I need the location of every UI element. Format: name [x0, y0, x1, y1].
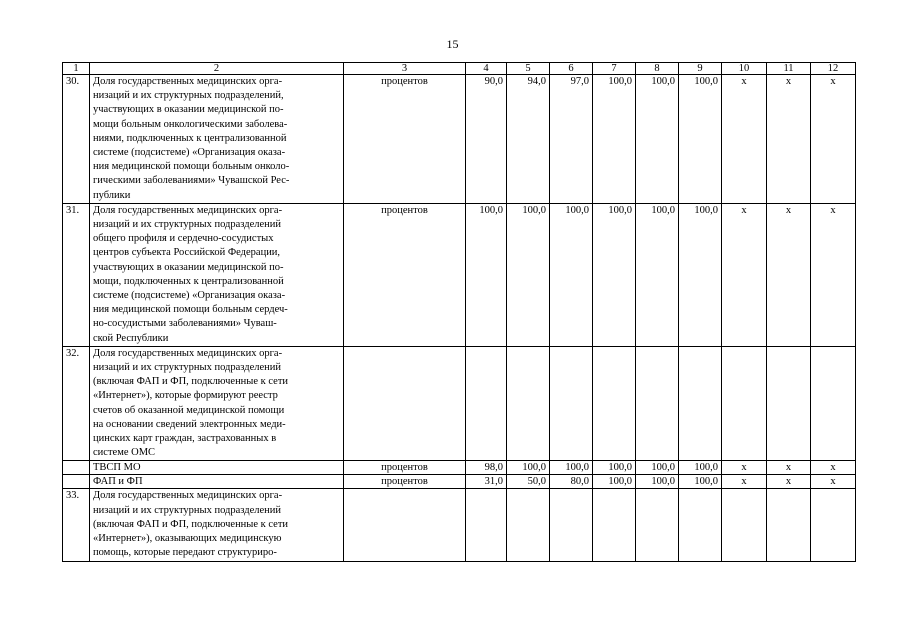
- description-line: Доля государственных медицинских орга-: [93, 490, 283, 502]
- indicator-description: [90, 475, 344, 489]
- value-cell-6: 80,0: [550, 475, 593, 489]
- indicator-description: [90, 489, 344, 561]
- x-cell-10: х: [722, 75, 767, 204]
- value-cell-8: 100,0: [636, 475, 679, 489]
- description-line: низаций и их структурных подразделений,: [93, 90, 284, 102]
- value-cell-4: 98,0: [466, 461, 507, 475]
- description-line: (включая ФАП и ФП, подключенные к сети: [93, 376, 289, 388]
- description-line: мощи больным онкологическими заболева-: [93, 118, 288, 130]
- x-cell-12: [811, 489, 856, 561]
- description-line: участвующих в оказании медицинской по-: [93, 104, 284, 116]
- x-cell-11: х: [767, 75, 811, 204]
- x-cell-12: [811, 346, 856, 461]
- description-line: низаций и их структурных подразделений: [93, 362, 282, 374]
- value-cell-5: 100,0: [507, 203, 550, 346]
- value-cell-8: 100,0: [636, 461, 679, 475]
- description-line: мощи, подключенных к централизованной: [93, 275, 284, 287]
- description-line: «Интернет»), которые формируют реестр: [93, 390, 278, 402]
- x-cell-10: [722, 489, 767, 561]
- description-line: гическими заболеваниями» Чувашской Рес-: [93, 175, 290, 187]
- value-cell-7: [593, 346, 636, 461]
- table-row: [63, 489, 856, 561]
- row-number: 31.: [63, 203, 90, 346]
- description-line: ниями, подключенных к централизованной: [93, 132, 287, 144]
- description-line: цинских карт граждан, застрахованных в: [93, 433, 277, 445]
- x-cell-12: х: [811, 75, 856, 204]
- x-cell-11: х: [767, 461, 811, 475]
- description-line: общего профиля и сердечно-сосудистых: [93, 233, 274, 245]
- column-header-7: 7: [593, 63, 636, 75]
- column-header-12: 12: [811, 63, 856, 75]
- indicators-table: [62, 62, 856, 562]
- description-line: низаций и их структурных подразделений: [93, 219, 282, 231]
- indicator-description: [90, 346, 344, 461]
- column-header-2: 2: [90, 63, 344, 75]
- value-cell-9: 100,0: [679, 461, 722, 475]
- column-header-10: 10: [722, 63, 767, 75]
- unit-cell: [344, 489, 466, 561]
- value-cell-5: [507, 346, 550, 461]
- table-row: [63, 475, 856, 489]
- row-number: 30.: [63, 75, 90, 204]
- row-number: 32.: [63, 346, 90, 461]
- header-row: [63, 63, 856, 75]
- x-cell-11: [767, 346, 811, 461]
- value-cell-8: [636, 346, 679, 461]
- value-cell-5: 94,0: [507, 75, 550, 204]
- value-cell-6: 97,0: [550, 75, 593, 204]
- x-cell-12: х: [811, 203, 856, 346]
- row-number: 33.: [63, 489, 90, 561]
- value-cell-9: 100,0: [679, 203, 722, 346]
- x-cell-10: х: [722, 475, 767, 489]
- x-cell-12: х: [811, 475, 856, 489]
- table-body: [63, 75, 856, 562]
- description-line: Доля государственных медицинских орга-: [93, 204, 283, 216]
- value-cell-6: 100,0: [550, 203, 593, 346]
- column-header-11: 11: [767, 63, 811, 75]
- x-cell-11: [767, 489, 811, 561]
- value-cell-9: 100,0: [679, 75, 722, 204]
- x-cell-12: х: [811, 461, 856, 475]
- column-header-1: 1: [63, 63, 90, 75]
- description-line: системе ОМС: [93, 447, 156, 459]
- column-header-5: 5: [507, 63, 550, 75]
- description-line: (включая ФАП и ФП, подключенные к сети: [93, 518, 289, 530]
- description-line: помощь, которые передают структуриро-: [93, 547, 277, 559]
- x-cell-11: х: [767, 475, 811, 489]
- value-cell-7: 100,0: [593, 203, 636, 346]
- description-line: публики: [93, 189, 131, 201]
- column-header-6: 6: [550, 63, 593, 75]
- unit-cell: процентов: [344, 475, 466, 489]
- table-row: [63, 461, 856, 475]
- unit-cell: процентов: [344, 75, 466, 204]
- value-cell-6: 100,0: [550, 461, 593, 475]
- value-cell-6: [550, 346, 593, 461]
- description-line: но-сосудистыми заболеваниями» Чуваш-: [93, 318, 277, 330]
- value-cell-8: [636, 489, 679, 561]
- x-cell-10: х: [722, 461, 767, 475]
- value-cell-4: [466, 489, 507, 561]
- value-cell-7: [593, 489, 636, 561]
- indicator-description: [90, 461, 344, 475]
- value-cell-9: [679, 346, 722, 461]
- value-cell-4: 100,0: [466, 203, 507, 346]
- description-line: ТВСП МО: [93, 462, 141, 474]
- value-cell-4: 90,0: [466, 75, 507, 204]
- description-line: центров субъекта Российской Федерации,: [93, 247, 281, 259]
- description-line: ния медицинской помощи больным сердеч-: [93, 304, 288, 316]
- description-line: на основании сведений электронных меди-: [93, 418, 286, 430]
- description-line: системе (подсистеме) «Организация оказа-: [93, 290, 286, 302]
- table-row: [63, 203, 856, 346]
- row-number: [63, 475, 90, 489]
- description-line: системе (подсистеме) «Организация оказа-: [93, 147, 286, 159]
- description-line: ской Республики: [93, 332, 169, 344]
- value-cell-5: 100,0: [507, 461, 550, 475]
- column-header-8: 8: [636, 63, 679, 75]
- indicator-description: [90, 203, 344, 346]
- value-cell-7: 100,0: [593, 75, 636, 204]
- unit-cell: процентов: [344, 203, 466, 346]
- description-line: Доля государственных медицинских орга-: [93, 76, 283, 87]
- value-cell-4: 31,0: [466, 475, 507, 489]
- description-line: низаций и их структурных подразделений: [93, 504, 282, 516]
- description-line: ФАП и ФП: [93, 476, 143, 488]
- value-cell-6: [550, 489, 593, 561]
- column-header-4: 4: [466, 63, 507, 75]
- column-header-9: 9: [679, 63, 722, 75]
- value-cell-9: [679, 489, 722, 561]
- table-row: [63, 346, 856, 461]
- page-number: 15: [446, 37, 459, 51]
- value-cell-9: 100,0: [679, 475, 722, 489]
- x-cell-11: х: [767, 203, 811, 346]
- x-cell-10: х: [722, 203, 767, 346]
- description-line: счетов об оказанной медицинской помощи: [93, 404, 285, 416]
- description-line: «Интернет»), оказывающих медицинскую: [93, 533, 282, 545]
- unit-cell: процентов: [344, 461, 466, 475]
- column-header-3: 3: [344, 63, 466, 75]
- value-cell-7: 100,0: [593, 461, 636, 475]
- value-cell-4: [466, 346, 507, 461]
- value-cell-5: 50,0: [507, 475, 550, 489]
- x-cell-10: [722, 346, 767, 461]
- value-cell-7: 100,0: [593, 475, 636, 489]
- unit-cell: [344, 346, 466, 461]
- indicator-description: [90, 75, 344, 204]
- value-cell-5: [507, 489, 550, 561]
- description-line: ния медицинской помощи больным онколо-: [93, 161, 290, 173]
- description-line: участвующих в оказании медицинской по-: [93, 261, 284, 273]
- description-line: Доля государственных медицинских орга-: [93, 347, 283, 359]
- table-row: [63, 75, 856, 204]
- row-number: [63, 461, 90, 475]
- value-cell-8: 100,0: [636, 75, 679, 204]
- value-cell-8: 100,0: [636, 203, 679, 346]
